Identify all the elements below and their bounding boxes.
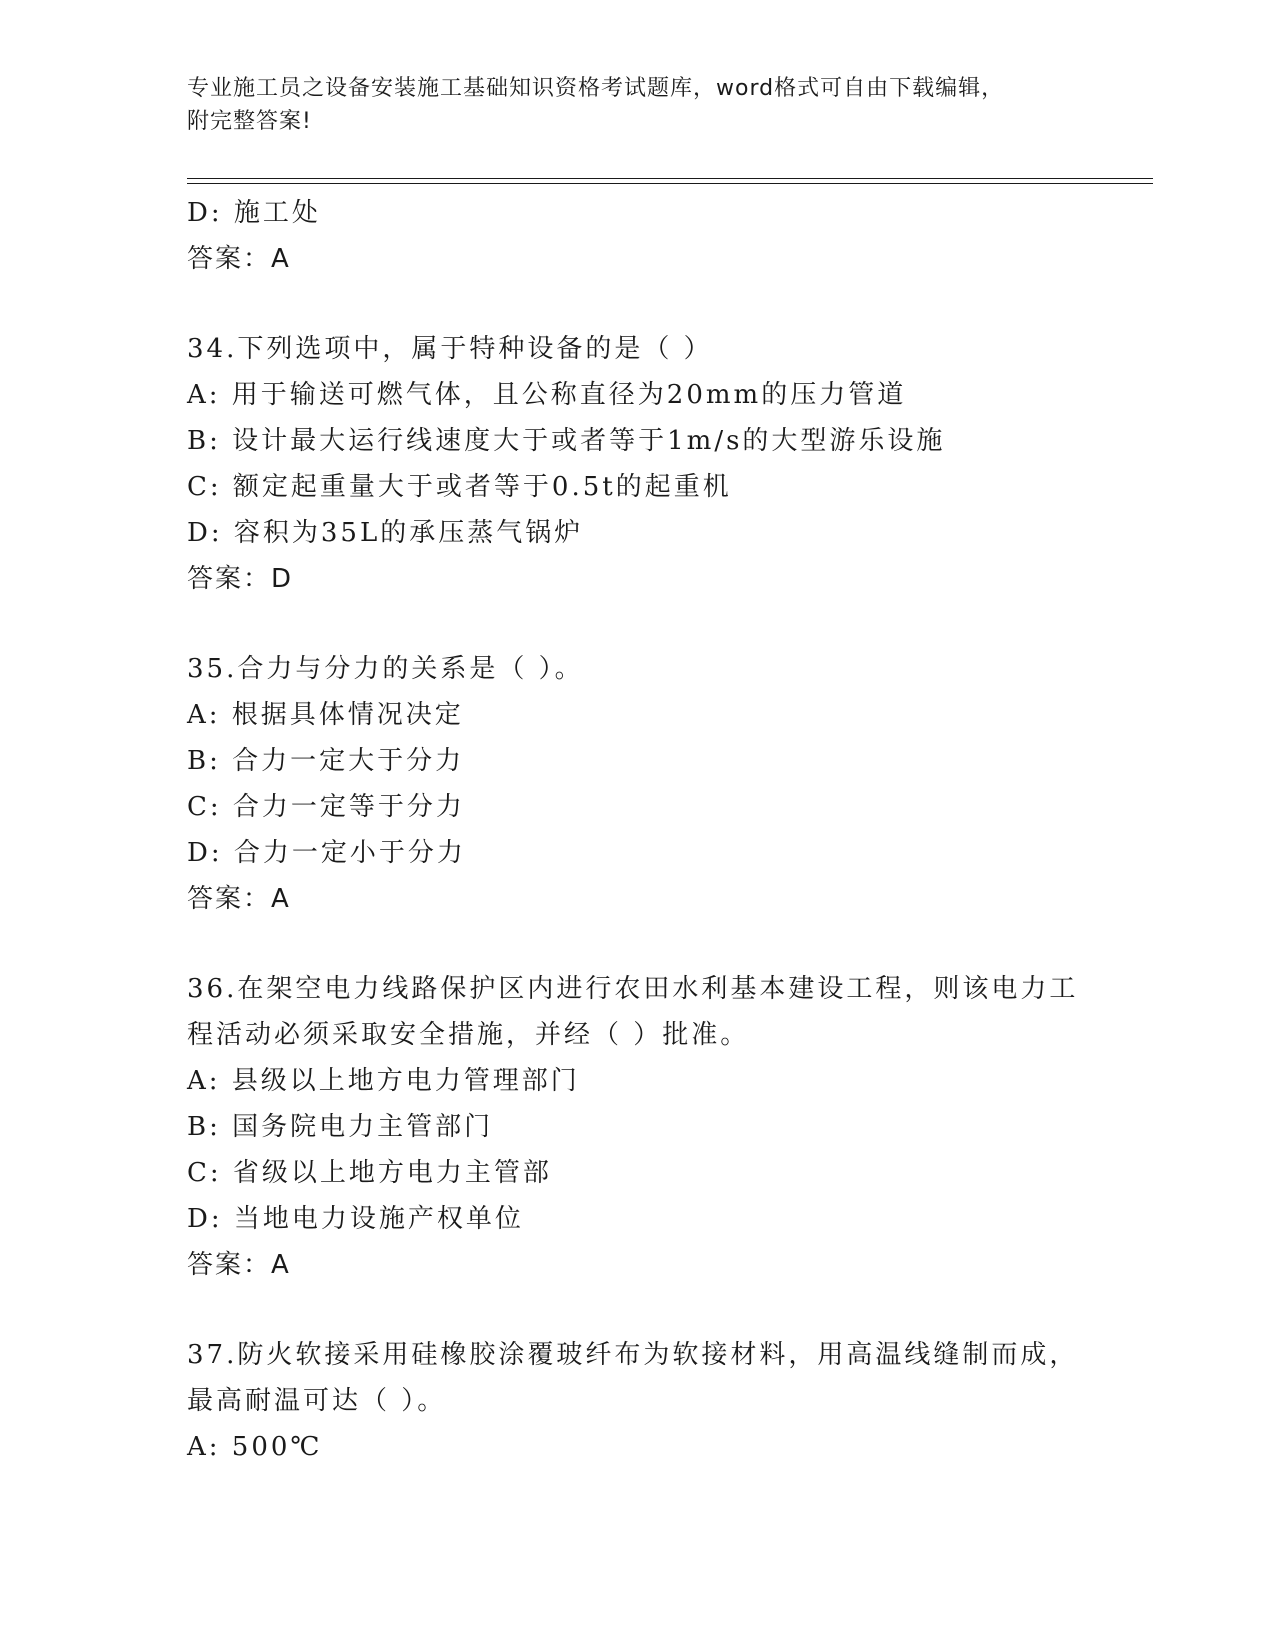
question-block-35 xyxy=(187,646,1087,922)
question-stem-line-2: 最高耐温可达（ ）。 xyxy=(187,1386,447,1416)
answer-line: 答案：A xyxy=(187,1250,291,1280)
header-rule-top xyxy=(187,178,1153,179)
option-d: D: 施工处 xyxy=(187,198,321,228)
option-b: B: 国务院电力主管部门 xyxy=(187,1112,494,1142)
option-a: A: 用于输送可燃气体，且公称直径为20mm的压力管道 xyxy=(187,380,907,410)
question-list xyxy=(187,190,1087,1470)
option-c: C: 额定起重量大于或者等于0.5t的起重机 xyxy=(187,472,732,502)
option-c: C: 省级以上地方电力主管部 xyxy=(187,1158,552,1188)
option-d: D: 合力一定小于分力 xyxy=(187,838,466,868)
question-block-37 xyxy=(187,1332,1087,1470)
header-line-2: 附完整答案! xyxy=(187,109,312,134)
question-stem: 34.下列选项中，属于特种设备的是（ ） xyxy=(187,334,713,364)
option-a: A: 500℃ xyxy=(187,1432,323,1462)
question-stem: 35.合力与分力的关系是（ ）。 xyxy=(187,654,584,684)
question-stem-line-1: 37.防火软接采用硅橡胶涂覆玻纤布为软接材料，用高温线缝制而成， xyxy=(187,1340,1079,1370)
answer-line: 答案：D xyxy=(187,564,294,594)
spacer xyxy=(187,282,1087,326)
option-c: C: 合力一定等于分力 xyxy=(187,792,465,822)
answer-line: 答案：A xyxy=(187,884,291,914)
answer-line: 答案：A xyxy=(187,244,291,274)
question-block-36 xyxy=(187,966,1087,1288)
option-a: A: 根据具体情况决定 xyxy=(187,700,464,730)
question-block-prev xyxy=(187,190,1087,282)
spacer xyxy=(187,922,1087,966)
header-rule-bottom xyxy=(187,183,1153,184)
document-header xyxy=(187,72,1067,138)
question-stem-line-1: 36.在架空电力线路保护区内进行农田水利基本建设工程，则该电力工 xyxy=(187,974,1079,1004)
question-stem-line-2: 程活动必须采取安全措施，并经（ ）批准。 xyxy=(187,1020,750,1050)
option-b: B: 设计最大运行线速度大于或者等于1m/s的大型游乐设施 xyxy=(187,426,946,456)
question-block-34 xyxy=(187,326,1087,602)
option-d: D: 容积为35L的承压蒸气锅炉 xyxy=(187,518,584,548)
option-a: A: 县级以上地方电力管理部门 xyxy=(187,1066,580,1096)
header-line-1: 专业施工员之设备安装施工基础知识资格考试题库，word格式可自由下载编辑， xyxy=(187,76,1005,101)
option-b: B: 合力一定大于分力 xyxy=(187,746,465,776)
spacer xyxy=(187,602,1087,646)
option-d: D: 当地电力设施产权单位 xyxy=(187,1204,524,1234)
spacer xyxy=(187,1288,1087,1332)
